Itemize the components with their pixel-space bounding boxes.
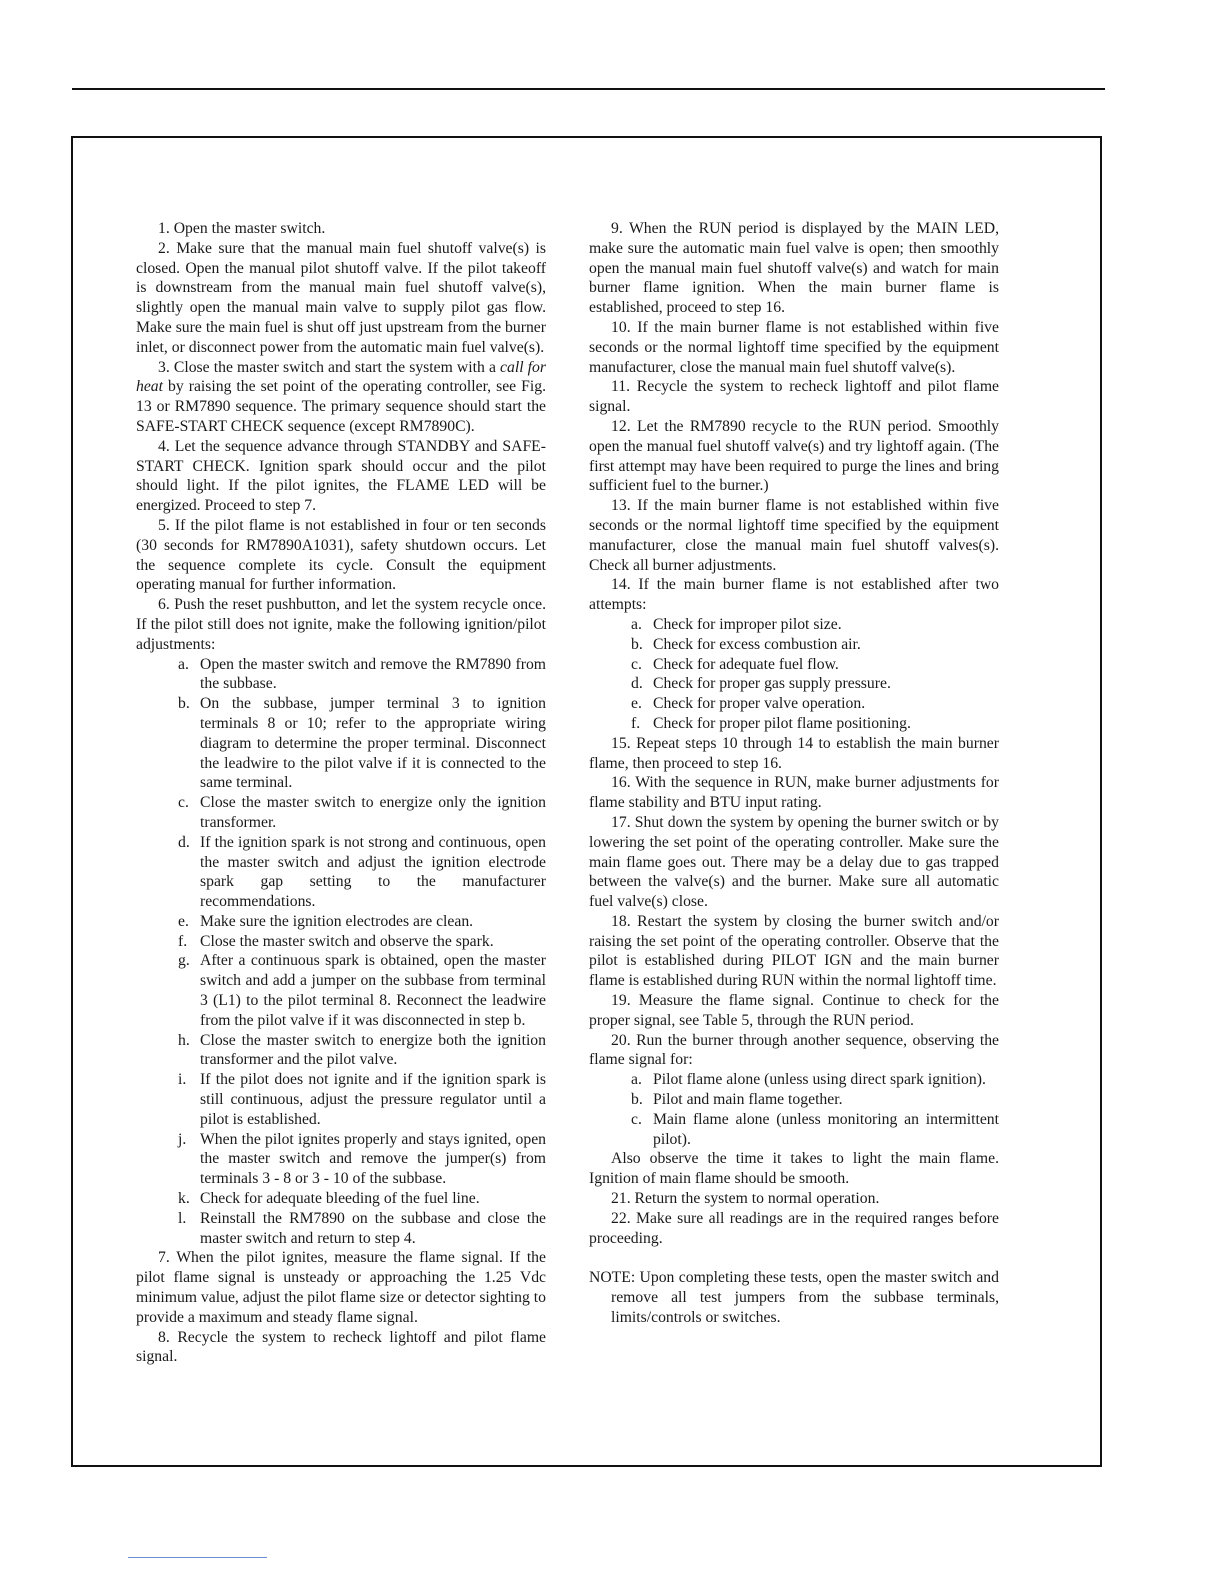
step-15: 15. Repeat steps 10 through 14 to establish the main burner flame, then proceed to step 16. (589, 734, 999, 772)
left-column (136, 219, 546, 1367)
step-14-sub-f: f. Check for proper pilot flame positioning. (631, 714, 911, 732)
step-14-sub-e: e. Check for proper valve operation. (631, 695, 866, 713)
step-6-sub-f: f. Close the master switch and observe the spark. (178, 932, 494, 950)
step-22: 22. Make sure all readings are in the required ranges before proceeding. (589, 1209, 999, 1247)
step-3-text-a: 3. Close the master switch and start the system with a (158, 358, 501, 376)
step-6-sub-c: c. Close the master switch to energize only the ignition transformer. (178, 794, 546, 831)
step-19: 19. Measure the flame signal. Continue to check for the proper signal, see Table 5, through the RUN period. (589, 992, 999, 1029)
right-column (589, 219, 999, 1328)
step-20-sub-b: b. Pilot and main flame together. (631, 1091, 843, 1109)
step-20-sub-a: a. Pilot flame alone (unless using direct spark ignition). (631, 1071, 986, 1089)
step-6-sub-b: b. On the subbase, jumper terminal 3 to ignition terminals 8 or 10; refer to the appropriate wiring diagram to determine the proper terminal. Disconnect the leadwire to the pilot valve if it is connected to the same terminal. (178, 695, 546, 792)
step-9: 9. When the RUN period is displayed by the MAIN LED, make sure the automatic main fuel valve is open; then smoothly open the manual main fuel shutoff valve(s) and watch for main burner flame ignition. When the main burner flame is established, proceed to step 16. (589, 220, 999, 317)
step-3-italic: call for heat (136, 358, 546, 396)
step-14: 14. If the main burner flame is not established after two attempts: (589, 576, 999, 614)
step-18: 18. Restart the system by closing the burner switch and/or raising the set point of the operating controller. Observe that the pilot is established during PILOT IGN and the main burner flame is established during RUN within the normal lightoff time. (589, 912, 999, 990)
step-6-sub-l: l. Reinstall the RM7890 on the subbase and close the master switch and return to step 4. (178, 1209, 546, 1247)
step-3 (136, 358, 546, 437)
step-16: 16. With the sequence in RUN, make burner adjustments for flame stability and BTU input rating. (589, 774, 999, 812)
step-14-sub-c: c. Check for adequate fuel flow. (631, 655, 839, 673)
step-6-sub-h: h. Close the master switch to energize both the ignition transformer and the pilot valve. (178, 1031, 546, 1069)
step-6-sub-j: j. When the pilot ignites properly and stays ignited, open the master switch and remove the jumper(s) from terminals 3 - 8 or 3 - 10 of the subbase. (178, 1130, 546, 1188)
note: NOTE: Upon completing these tests, open the master switch and remove all test jumpers from the subbase terminals, limits/controls or switches. (589, 1269, 999, 1326)
step-20: 20. Run the burner through another sequence, observing the flame signal for: (589, 1031, 999, 1069)
step-12: 12. Let the RM7890 recycle to the RUN period. Smoothly open the manual fuel shutoff valve(s) and try lightoff again. (The first attempt may have been required to purge the lines and bring sufficient fuel to the burner.) (589, 417, 999, 495)
step-6-sub-a: a. Open the master switch and remove the RM7890 from the subbase. (178, 655, 546, 693)
step-3-text-b: by raising the set point of the operating controller, see Fig. 13 or RM7890 sequence. The primary sequence should start the SAFE-START CHECK sequence (except RM7890C). (136, 378, 546, 435)
step-6-sub-d: d. If the ignition spark is not strong and continuous, open the master switch and adjust the ignition electrode spark gap setting to the manufacturer recommendations. (178, 833, 546, 911)
step-4: 4. Let the sequence advance through STANDBY and SAFE-START CHECK. Ignition spark should occur and the pilot should light. If the pilot ignites, the FLAME LED will be energized. Proceed to step 7. (136, 437, 546, 515)
step-14-sub-d: d. Check for proper gas supply pressure. (631, 675, 891, 693)
step-17: 17. Shut down the system by opening the burner switch or by lowering the set point of the operating controller. Make sure the main flame goes out. There may be a delay due to gas trapped between the valve(s) and the burner. Make sure all automatic fuel valve(s) close. (589, 813, 999, 911)
step-13: 13. If the main burner flame is not established within five seconds or the normal lightoff time specified by the equipment manufacturer, close the manual main fuel shutoff valves(s). Check all burner adjustments. (589, 497, 999, 574)
step-20-also: Also observe the time it takes to light the main flame. Ignition of main flame should be smooth. (589, 1150, 999, 1188)
step-1: 1. Open the master switch. (158, 220, 326, 237)
step-6: 6. Push the reset pushbutton, and let the system recycle once. If the pilot still does not ignite, make the following ignition/pilot adjustments: (136, 596, 546, 653)
step-6-sub-i: i. If the pilot does not ignite and if the ignition spark is still continuous, adjust the pressure regulator until a pilot is established. (178, 1071, 546, 1128)
step-7: 7. When the pilot ignites, measure the flame signal. If the pilot flame signal is unsteady or approaching the 1.25 Vdc minimum value, adjust the pilot flame size or detector sighting to provide a maximum and steady flame signal. (136, 1249, 546, 1326)
step-21: 21. Return the system to normal operation. (611, 1190, 880, 1208)
step-14-sub-a: a. Check for improper pilot size. (631, 615, 842, 633)
step-11: 11. Recycle the system to recheck lightoff and pilot flame signal. (589, 378, 999, 416)
step-5: 5. If the pilot flame is not established in four or ten seconds (30 seconds for RM7890A1031), safety shutdown occurs. Let the sequence complete its cycle. Consult the equipment operating manual for further information. (136, 516, 546, 594)
step-2: 2. Make sure that the manual main fuel shutoff valve(s) is closed. Open the manual pilot shutoff valve. If the pilot takeoff is downstream from the manual main fuel shutoff valve(s), slightly open the manual main valve to supply pilot gas flow. Make sure the main fuel is shut off just upstream from the burner inlet, or disconnect power from the automatic main fuel valve(s). (136, 239, 546, 356)
step-6-sub-g: g. After a continuous spark is obtained, open the master switch and add a jumper on the subbase from terminal 3 (L1) to the pilot terminal 8. Reconnect the leadwire from the pilot valve if it was disconnected in step b. (178, 952, 546, 1029)
step-10: 10. If the main burner flame is not established within five seconds or the normal lightoff time specified by the equipment manufacturer, close the manual main fuel shutoff valve(s). (589, 318, 999, 376)
footer-link-underline (128, 1557, 267, 1558)
step-8: 8. Recycle the system to recheck lightoff and pilot flame signal. (136, 1328, 546, 1366)
top-rule (72, 88, 1105, 90)
step-6-sub-e: e. Make sure the ignition electrodes are clean. (178, 912, 474, 930)
step-20-sub-c: c. Main flame alone (unless monitoring an intermittent pilot). (631, 1110, 999, 1148)
step-6-sub-k: k. Check for adequate bleeding of the fuel line. (178, 1190, 480, 1208)
step-14-sub-b: b. Check for excess combustion air. (631, 635, 861, 653)
